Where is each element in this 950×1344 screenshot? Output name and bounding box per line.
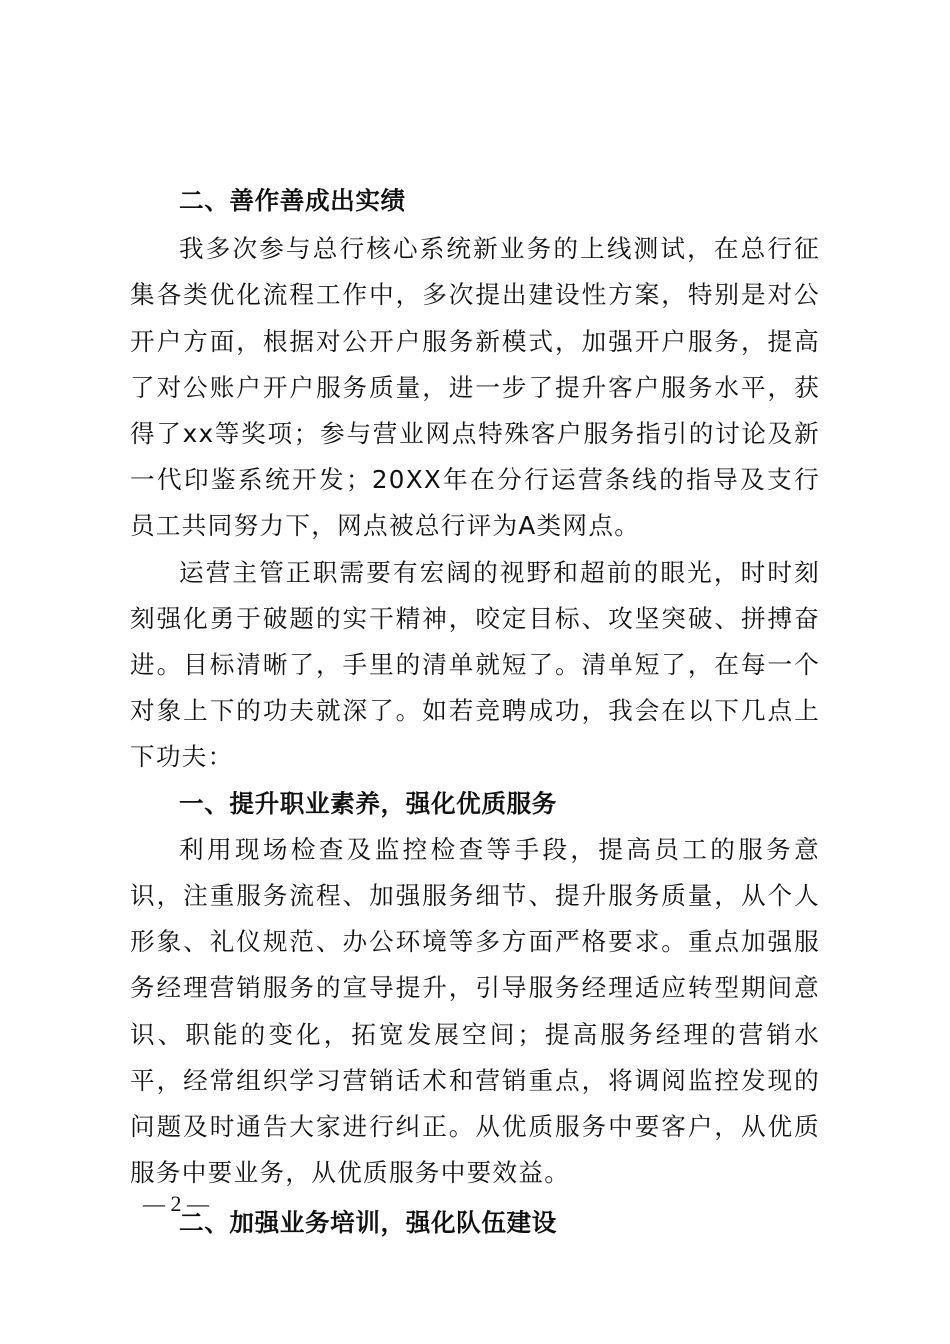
body-paragraph: 利用现场检查及监控检查等手段，提高员工的服务意识，注重服务流程、加强服务细节、提升服务质量，从个人形象、礼仪规范、办公环境等多方面严格要求。重点加强服务经理营销服务的宣导提升，引导服务经理适应转型期间意识、职能的变化，拓宽发展空间；提高服务经理的营销水平，经常组织学习营销话术和营销重点，将调阅监控发现的问题及时通告大家进行纠正。从优质服务中要客户，从优质服务中要业务，从优质服务中要效益。 [130, 834, 820, 1188]
section-heading: 一、提升职业素养，强化优质服务 [179, 788, 557, 818]
body-paragraph: 运营主管正职需要有宏阔的视野和超前的眼光，时时刻刻强化勇于破题的实干精神，咬定目标、攻坚突破、拼搏奋进。目标清晰了，手里的清单就短了。清单短了，在每一个对象上下的功夫就深了。如若竞聘成功，我会在以下几点上下功夫： [130, 557, 820, 772]
body-paragraph: 我多次参与总行核心系统新业务的上线测试，在总行征集各类优化流程工作中，多次提出建设性方案，特别是对公开户方面，根据对公开户服务新模式，加强开户服务，提高了对公账户开户服务质量，进一步了提升客户服务水平，获得了xx等奖项；参与营业网点特殊客户服务指引的讨论及新一代印鉴系统开发；20XX年在分行运营条线的指导及支行员工共同努力下，网点被总行评为A类网点。 [130, 234, 820, 541]
section-heading: 二、善作善成出实绩 [179, 186, 406, 215]
document-body [130, 178, 820, 1247]
page-number: — 2 — [143, 1191, 209, 1216]
section-heading: 二、加强业务培训，强化队伍建设 [179, 1208, 557, 1238]
